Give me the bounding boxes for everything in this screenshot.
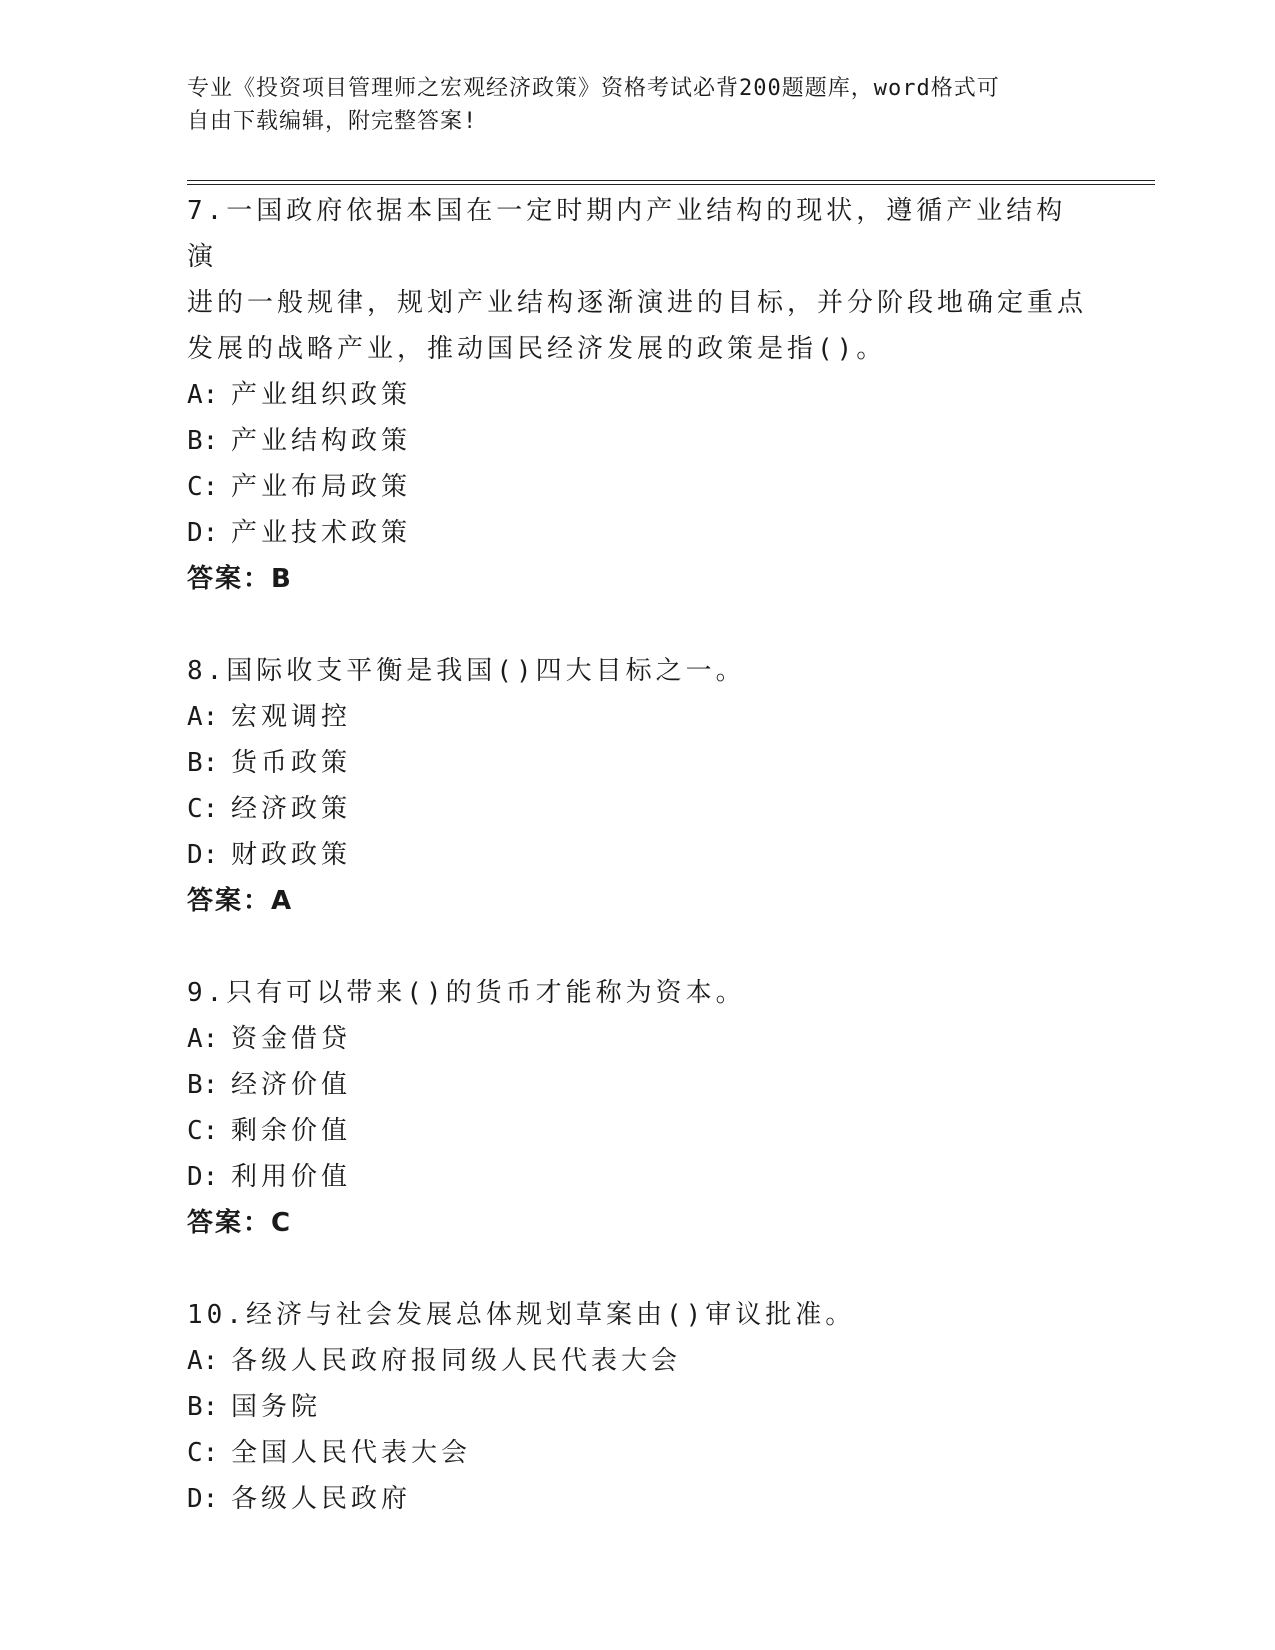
option-key: D: <box>187 1484 219 1514</box>
question-stem-line: 10.经济与社会发展总体规划草案由()审议批准。 <box>187 1300 856 1330</box>
option-text: 全国人民代表大会 <box>231 1438 472 1468</box>
question-7 <box>187 188 1087 602</box>
question-stem <box>187 1292 1087 1338</box>
question-stem-line: 进的一般规律，规划产业结构逐渐演进的目标，并分阶段地确定重点 <box>187 288 1088 318</box>
question-stem <box>187 970 1087 1016</box>
option-key: C: <box>187 794 219 824</box>
question-stem-line: 8.国际收支平衡是我国()四大目标之一。 <box>187 656 746 686</box>
question-spacer <box>187 602 1087 648</box>
option-b <box>187 1384 1087 1430</box>
option-d <box>187 510 1087 556</box>
option-c <box>187 786 1087 832</box>
question-stem-line: 7.一国政府依据本国在一定时期内产业结构的现状，遵循产业结构演 <box>187 196 1067 272</box>
option-c <box>187 1108 1087 1154</box>
option-key: A: <box>187 1024 219 1054</box>
option-b <box>187 740 1087 786</box>
option-text: 货币政策 <box>231 748 352 778</box>
question-spacer <box>187 924 1087 970</box>
option-a <box>187 1016 1087 1062</box>
header-line-2: 自由下载编辑，附完整答案! <box>187 109 478 134</box>
option-key: C: <box>187 472 219 502</box>
header-divider-bottom <box>187 184 1155 185</box>
option-text: 产业结构政策 <box>231 426 412 456</box>
question-10 <box>187 1292 1087 1522</box>
option-text: 宏观调控 <box>231 702 352 732</box>
option-key: B: <box>187 426 219 456</box>
option-text: 产业技术政策 <box>231 518 412 548</box>
option-a <box>187 694 1087 740</box>
header-line-1: 专业《投资项目管理师之宏观经济政策》资格考试必背200题题库，word格式可 <box>187 76 1000 101</box>
answer-line: 答案：B <box>187 564 293 594</box>
option-text: 经济价值 <box>231 1070 352 1100</box>
option-key: D: <box>187 1162 219 1192</box>
question-9 <box>187 970 1087 1246</box>
option-text: 剩余价值 <box>231 1116 352 1146</box>
option-text: 国务院 <box>231 1392 322 1422</box>
document-header <box>187 72 1067 138</box>
option-d <box>187 832 1087 878</box>
option-text: 产业布局政策 <box>231 472 412 502</box>
question-stem-line: 发展的战略产业，推动国民经济发展的政策是指()。 <box>187 334 887 364</box>
question-stem <box>187 188 1087 372</box>
option-b <box>187 1062 1087 1108</box>
option-key: A: <box>187 702 219 732</box>
option-b <box>187 418 1087 464</box>
option-a <box>187 372 1087 418</box>
option-text: 利用价值 <box>231 1162 352 1192</box>
option-key: D: <box>187 518 219 548</box>
question-stem <box>187 648 1087 694</box>
option-d <box>187 1476 1087 1522</box>
option-d <box>187 1154 1087 1200</box>
option-a <box>187 1338 1087 1384</box>
option-text: 财政政策 <box>231 840 352 870</box>
option-key: B: <box>187 748 219 778</box>
option-c <box>187 464 1087 510</box>
option-c <box>187 1430 1087 1476</box>
option-key: C: <box>187 1438 219 1468</box>
option-text: 经济政策 <box>231 794 352 824</box>
answer-line: 答案：C <box>187 1208 293 1238</box>
header-divider-top <box>187 180 1155 181</box>
option-key: A: <box>187 1346 219 1376</box>
option-text: 产业组织政策 <box>231 380 412 410</box>
option-text: 各级人民政府 <box>231 1484 412 1514</box>
option-key: B: <box>187 1392 219 1422</box>
question-spacer <box>187 1246 1087 1292</box>
question-list <box>187 188 1087 1522</box>
option-key: D: <box>187 840 219 870</box>
answer-line: 答案：A <box>187 886 294 916</box>
option-text: 各级人民政府报同级人民代表大会 <box>231 1346 682 1376</box>
option-key: B: <box>187 1070 219 1100</box>
option-text: 资金借贷 <box>231 1024 352 1054</box>
question-stem-line: 9.只有可以带来()的货币才能称为资本。 <box>187 978 746 1008</box>
option-key: C: <box>187 1116 219 1146</box>
question-8 <box>187 648 1087 924</box>
option-key: A: <box>187 380 219 410</box>
